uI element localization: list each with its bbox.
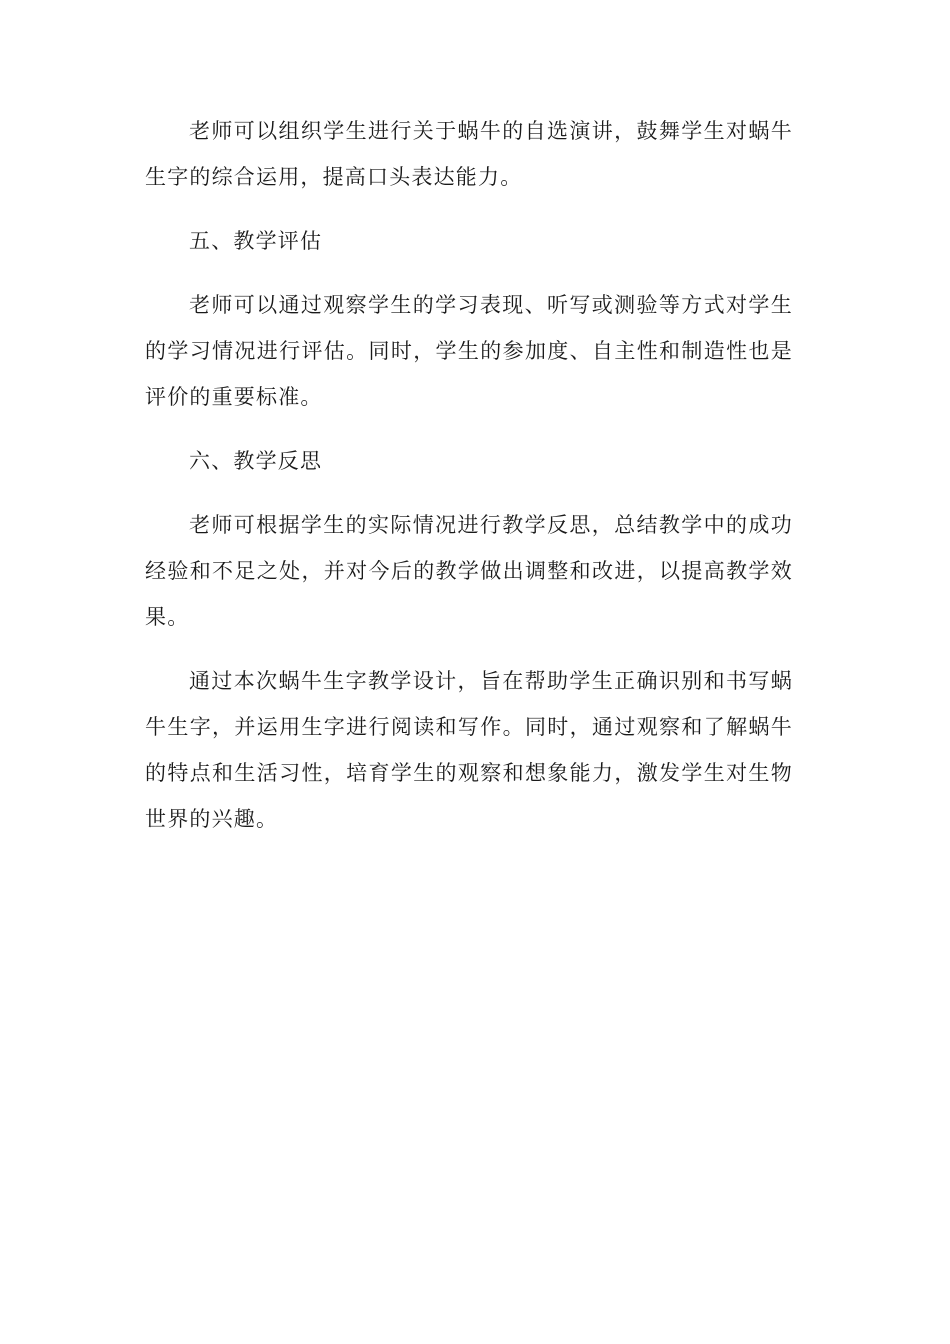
section-heading-reflection: 六、教学反思 xyxy=(189,449,323,473)
paragraph-speech-activity: 老师可以组织学生进行关于蜗牛的自选演讲，鼓舞学生对蜗牛生字的综合运用，提高口头表达能力。 xyxy=(145,119,793,189)
paragraph-summary: 通过本次蜗牛生字教学设计，旨在帮助学生正确识别和书写蜗牛生字，并运用生字进行阅读和写作。同时，通过观察和了解蜗牛的特点和生活习性，培育学生的观察和想象能力，激发学生对生物世界的兴趣。 xyxy=(145,669,793,831)
section-heading-evaluation: 五、教学评估 xyxy=(189,229,323,253)
paragraph-reflection: 老师可根据学生的实际情况进行教学反思，总结教学中的成功经验和不足之处，并对今后的教学做出调整和改进，以提高教学效果。 xyxy=(145,513,793,629)
paragraph-evaluation: 老师可以通过观察学生的学习表现、听写或测验等方式对学生的学习情况进行评估。同时，学生的参加度、自主性和制造性也是评价的重要标准。 xyxy=(145,293,793,409)
document-body xyxy=(145,108,793,860)
